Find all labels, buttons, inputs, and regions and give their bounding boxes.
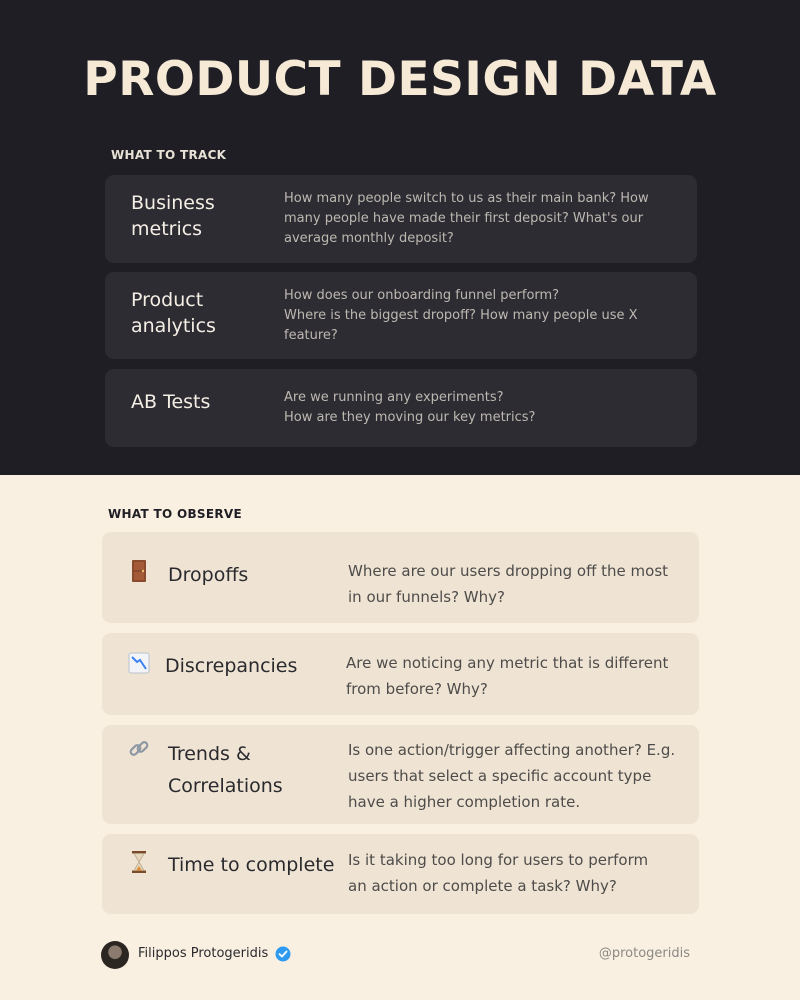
dark-section	[0, 0, 800, 475]
author-name: Filippos Protogeridis	[138, 946, 269, 961]
section-label-track: WHAT TO TRACK	[111, 148, 227, 162]
observe-card-trends-correlations	[102, 725, 699, 824]
observe-card-title: Trends & Correlations	[168, 743, 283, 797]
door-icon	[128, 559, 150, 583]
observe-card-description: Where are our users dropping off the most in our funnels? Why?	[348, 562, 669, 606]
observe-card-discrepancies	[102, 633, 699, 715]
avatar	[101, 941, 129, 969]
track-card-description: How many people switch to us as their main bank? How many people have made their first deposit? What's our average monthly deposit?	[284, 191, 649, 246]
track-card-product-analytics	[105, 272, 697, 359]
observe-card-title: Dropoffs	[168, 564, 249, 586]
chart-decreasing-icon	[128, 651, 150, 675]
track-card-business-metrics	[105, 175, 697, 263]
track-card-description: Are we running any experiments? How are they moving our key metrics?	[284, 390, 536, 425]
section-label-observe: WHAT TO OBSERVE	[108, 507, 242, 521]
link-icon	[128, 737, 150, 761]
hourglass-icon	[128, 850, 150, 874]
page-title: PRODUCT DESIGN DATA	[83, 52, 717, 107]
track-card-ab-tests	[105, 369, 697, 447]
author-handle: @protogeridis	[598, 946, 690, 961]
observe-card-title: Time to complete	[168, 854, 335, 876]
track-card-title: AB Tests	[131, 391, 211, 413]
observe-card-title: Discrepancies	[165, 655, 298, 677]
observe-card-time-to-complete	[102, 834, 699, 914]
observe-card-description: Is one action/trigger affecting another? E.g. users that select a specific account type have a higher completion rate.	[348, 741, 676, 811]
observe-card-description: Is it taking too long for users to perform an action or complete a task? Why?	[348, 851, 649, 895]
track-card-title: Business metrics	[131, 192, 215, 240]
observe-card-description: Are we noticing any metric that is different from before? Why?	[346, 654, 669, 698]
verified-badge-icon	[275, 946, 291, 962]
track-card-title: Product analytics	[131, 289, 216, 337]
observe-card-dropoffs	[102, 532, 699, 623]
track-card-description: How does our onboarding funnel perform? Where is the biggest dropoff? How many people use X feature?	[284, 288, 638, 343]
